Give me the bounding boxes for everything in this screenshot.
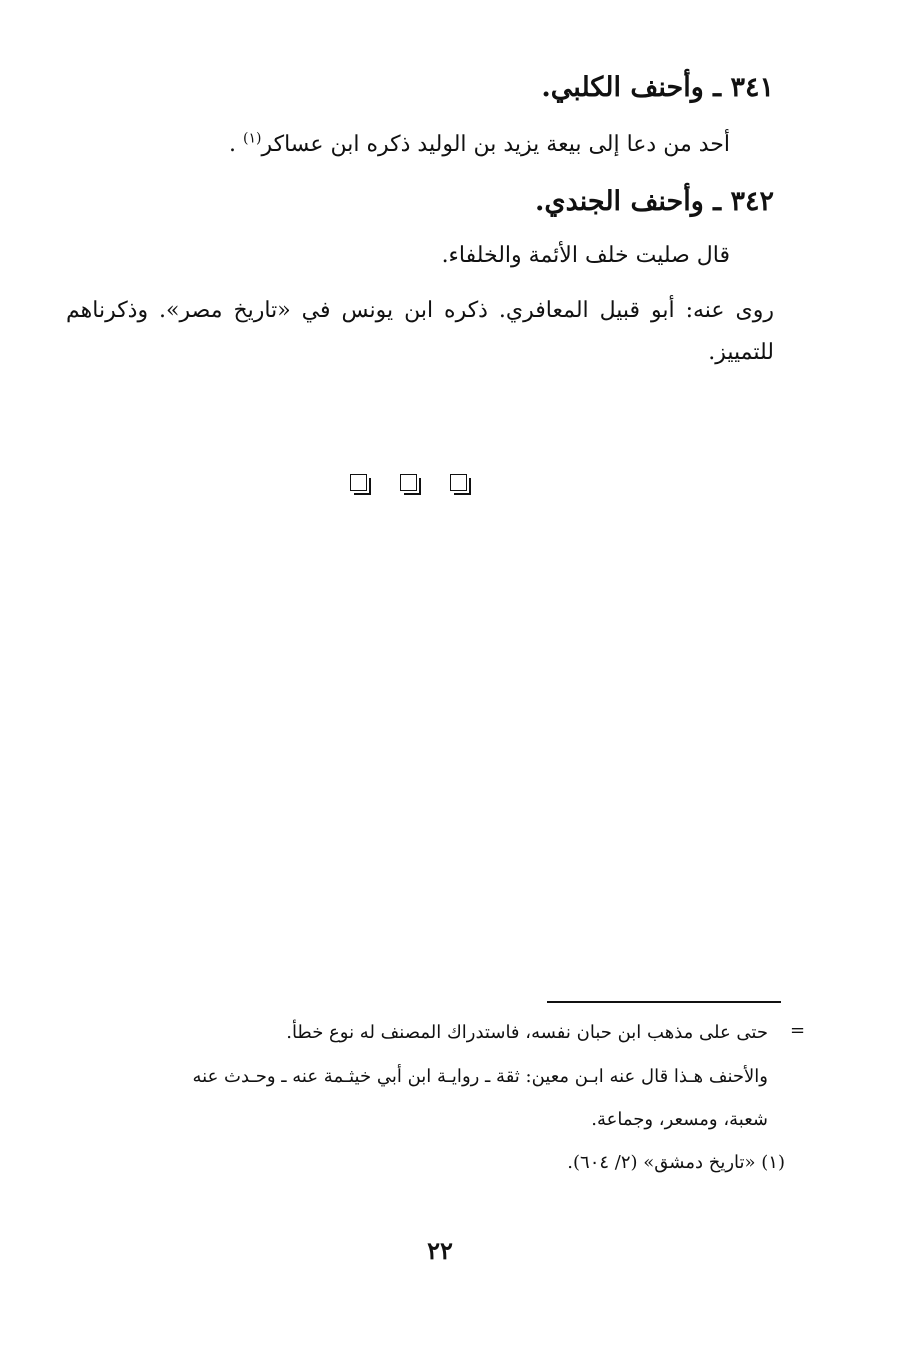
entry-heading-342: ٣٤٢ ـ وأحنف الجندي. [535,186,774,217]
entry-text-341-end: . [229,132,243,157]
footnote-1: (١) «تاريخ دمشق» (٢/ ٦٠٤). [567,1152,785,1173]
continuation-mark: = [790,1020,806,1041]
entry-heading-341: ٣٤١ ـ وأحنف الكلبي. [541,72,774,103]
square-icon [450,474,472,496]
footnote-line: حتى على مذهب ابن حبان نفسه، فاستدراك المصنف له نوع خطأ. [286,1022,768,1043]
footnote-reference: (١) [243,130,262,147]
entry-text-341 [229,132,730,157]
entry-narration-342: روى عنه: أبو قبيل المعافري. ذكره ابن يونس في «تاريخ مصر». وذكرناهم للتمييز. [66,298,774,365]
square-icon [350,474,372,496]
square-icon [400,474,422,496]
footnote-divider [547,1001,781,1003]
page-number: ٢٢ [427,1236,453,1265]
footnote-line: شعبة، ومسعر، وجماعة. [591,1109,768,1130]
entry-text-342: قال صليت خلف الأئمة والخلفاء. [441,243,730,268]
footnote-line: والأحنف هـذا قال عنه ابـن معين: ثقة ـ روايـة ابن أبي خيثـمة عنه ـ وحـدث عنه [192,1066,768,1087]
entry-text-341-body: أحد من دعا إلى بيعة يزيد بن الوليد ذكره ابن عساكر [261,132,730,157]
section-separator [350,467,550,503]
